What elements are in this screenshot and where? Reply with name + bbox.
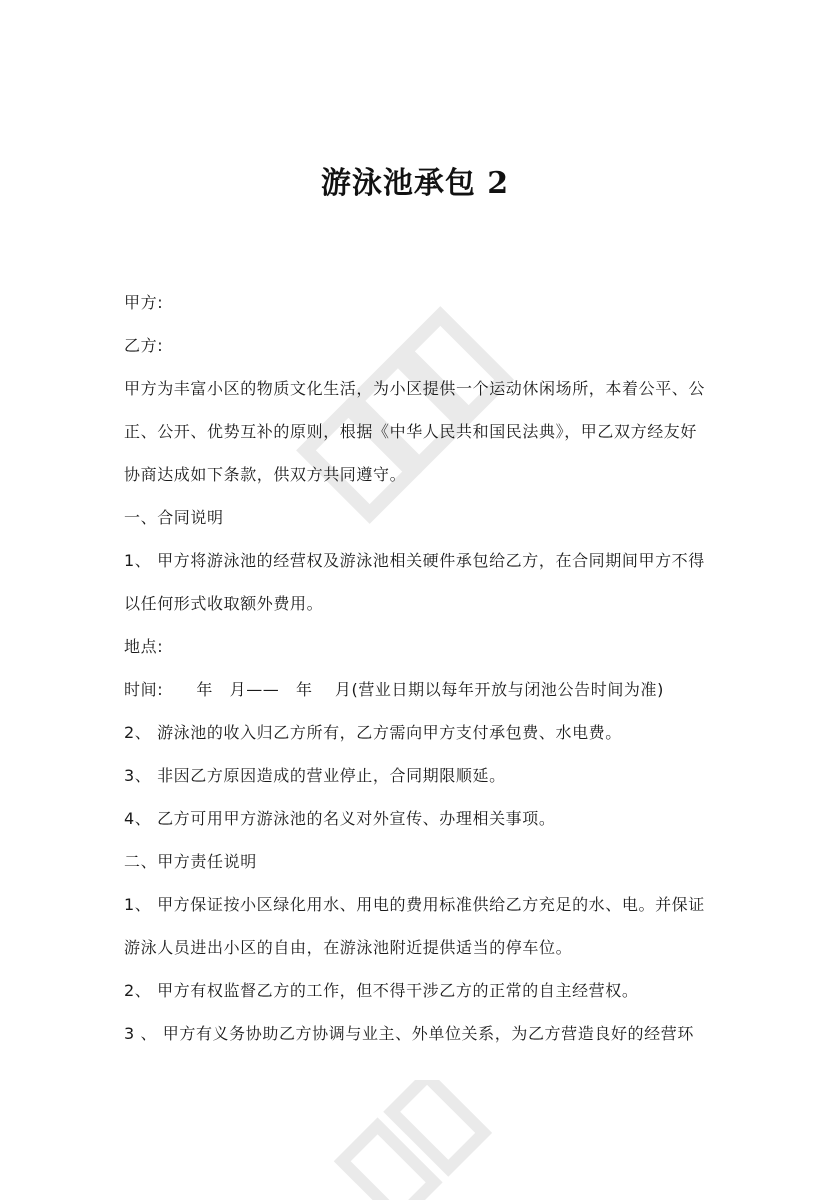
clause-line: 2、 游泳池的收入归乙方所有，乙方需向甲方支付承包费、水电费。 [124, 723, 622, 742]
time-line: 时间: 年 月—— 年 月(营业日期以每年开放与闭池公告时间为准) [124, 680, 664, 699]
clause-line: 以任何形式收取额外费用。 [124, 594, 324, 613]
document-body [124, 284, 714, 1058]
party-b-label: 乙方: [124, 336, 164, 355]
party-a-label: 甲方: [124, 293, 164, 312]
clause-line: 3 、 甲方有义务协助乙方协调与业主、外单位关系，为乙方营造良好的经营环 [124, 1024, 694, 1043]
preamble-line: 甲方为丰富小区的物质文化生活，为小区提供一个运动休闲场所，本着公平、公 [124, 379, 706, 398]
clause-line: 1、 甲方保证按小区绿化用水、用电的费用标准供给乙方充足的水、电。并保证 [124, 895, 705, 914]
clause-line: 游泳人员进出小区的自由，在游泳池附近提供适当的停车位。 [124, 938, 573, 957]
clause-line: 1、 甲方将游泳池的经营权及游泳池相关硬件承包给乙方，在合同期间甲方不得 [124, 551, 705, 570]
preamble-line: 协商达成如下条款，供双方共同遵守。 [124, 465, 407, 484]
clause-line: 3、 非因乙方原因造成的营业停止，合同期限顺延。 [124, 766, 506, 785]
clause-line: 2、 甲方有权监督乙方的工作，但不得干涉乙方的正常的自主经营权。 [124, 981, 639, 1000]
location-label: 地点: [124, 637, 164, 656]
document-title: 游泳池承包 2 [320, 166, 510, 201]
preamble-line: 正、公开、优势互补的原则，根据《中华人民共和国民法典》，甲乙双方经友好 [124, 422, 698, 441]
section-heading: 二、甲方责任说明 [124, 852, 257, 871]
clause-line: 4、 乙方可用甲方游泳池的名义对外宣传、办理相关事项。 [124, 809, 556, 828]
watermark-icon [320, 1080, 520, 1200]
section-heading: 一、合同说明 [124, 508, 224, 527]
